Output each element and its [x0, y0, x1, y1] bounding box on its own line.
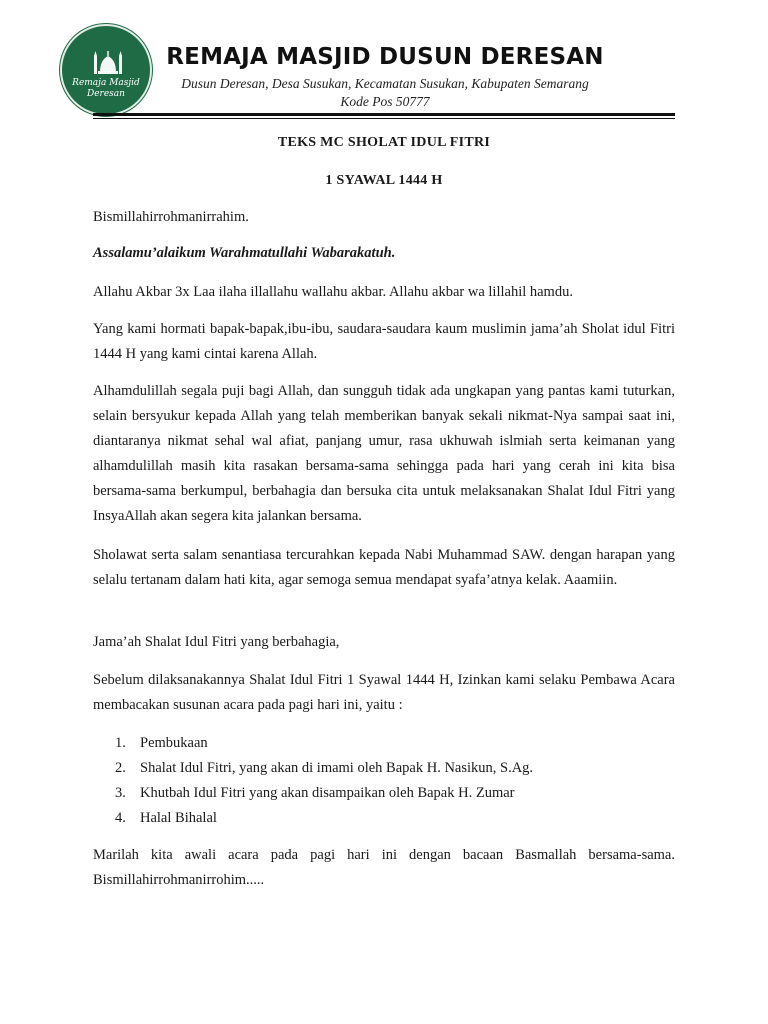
paragraph-address-congregation: Jama’ah Shalat Idul Fitri yang berbahagia,: [93, 634, 340, 650]
header-divider-thin: [93, 118, 675, 119]
list-item-number: 1.: [115, 735, 126, 751]
list-item-number: 4.: [115, 810, 126, 826]
header-divider-thick: [93, 113, 675, 116]
logo-text-line2: Deresan: [87, 89, 125, 99]
list-item: [93, 756, 675, 781]
paragraph-basmalah: Bismillahirrohmanirrahim.: [93, 209, 249, 225]
organization-name: REMAJA MASJID DUSUN DERESAN: [166, 44, 604, 70]
paragraph-gratitude: Alhamdulillah segala puji bagi Allah, dan sungguh tidak ada ungkapan yang pantas kami tuturkan, selain bersyukur kepada Allah yang telah memberikan banyak sekali nikmat-Nya sampai saat ini, diantaranya nikmat sehal wal afiat, panjang umur, rasa ukhuwah islmiah serta keimanan yang alhamdulillah masih kita rasakan bersama-sama sehingga pada hari yang cerah ini kita bisa bersama-sama berkumpul, berbahagia dan bersuka cita untuk melaksanakan Shalat Idul Fitri yang InsyaAllah akan segera kita jalankan bersama.: [93, 383, 675, 524]
list-item: [93, 806, 675, 831]
mosque-crescent-icon: [62, 26, 150, 114]
paragraph-sholawat: Sholawat serta salam senantiasa tercurahkan kepada Nabi Muhammad SAW. dengan harapan yang selalu tertanam dalam hati kita, agar semoga semua mendapat syafa’atnya kelak. Aaamiin.: [93, 547, 675, 588]
paragraph-salutation: Yang kami hormati bapak-bapak,ibu-ibu, saudara-saudara kaum muslimin jama’ah Sholat idul Fitri 1444 H yang kami cintai karena Allah.: [93, 321, 675, 362]
logo-text-line1: Remaja Masjid: [72, 78, 140, 88]
list-item: [93, 781, 675, 806]
paragraph-closing: Marilah kita awali acara pada pagi hari ini dengan bacaan Basmallah bersama-sama. Bismillahirrohmanirrohim.....: [93, 847, 675, 888]
document-subtitle: 1 SYAWAL 1444 H: [325, 173, 443, 188]
agenda-list: [93, 731, 675, 831]
organization-logo: [60, 24, 152, 116]
organization-address: Dusun Deresan, Desa Susukan, Kecamatan Susukan, Kabupaten Semarang: [181, 76, 589, 91]
list-item-text: Shalat Idul Fitri, yang akan di imami oleh Bapak H. Nasikun, S.Ag.: [140, 760, 534, 776]
list-item: [93, 731, 675, 756]
list-item-text: Halal Bihalal: [140, 810, 217, 826]
list-item-number: 3.: [115, 785, 126, 801]
list-item-text: Pembukaan: [140, 735, 208, 751]
paragraph-greeting: Assalamu’alaikum Warahmatullahi Wabarakatuh.: [93, 245, 396, 261]
paragraph-agenda-intro: Sebelum dilaksanakannya Shalat Idul Fitri 1 Syawal 1444 H, Izinkan kami selaku Pembawa Acara membacakan susunan acara pada pagi hari ini, yaitu :: [93, 672, 675, 713]
document-title: TEKS MC SHOLAT IDUL FITRI: [277, 135, 491, 150]
organization-postal-code: Kode Pos 50777: [340, 94, 430, 109]
list-item-number: 2.: [115, 760, 126, 776]
paragraph-takbir: Allahu Akbar 3x Laa ilaha illallahu wallahu akbar. Allahu akbar wa lillahil hamdu.: [93, 284, 573, 300]
list-item-text: Khutbah Idul Fitri yang akan disampaikan oleh Bapak H. Zumar: [140, 785, 515, 801]
